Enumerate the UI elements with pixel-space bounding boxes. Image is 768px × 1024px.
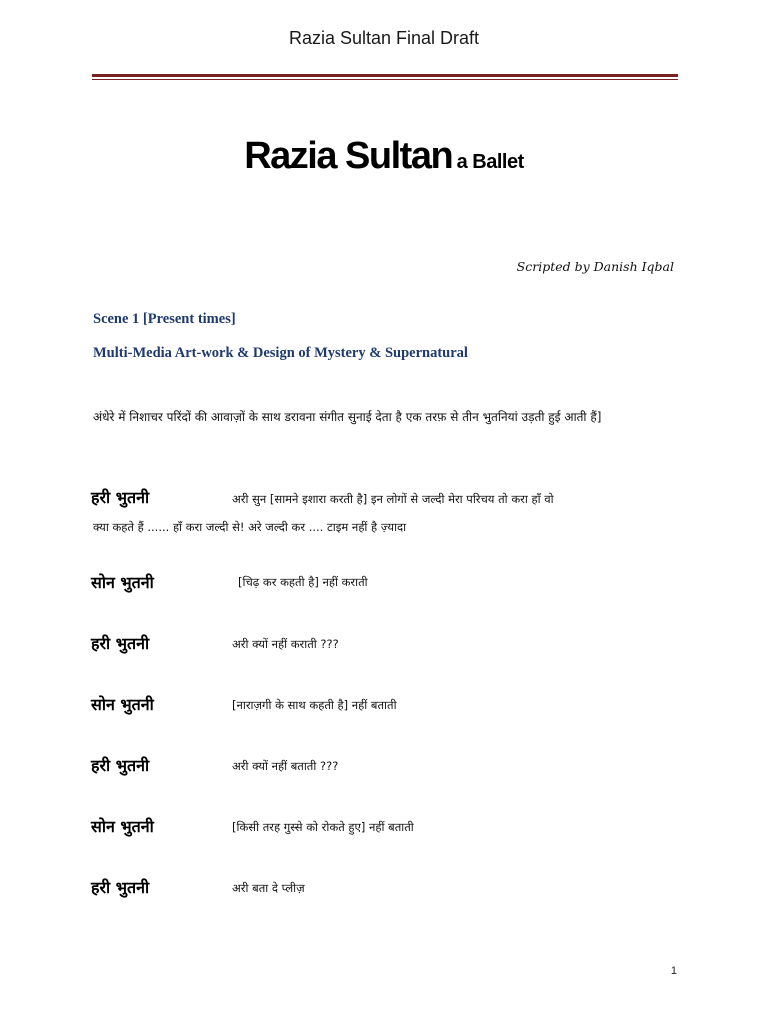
scene-subheading: Multi-Media Art-work & Design of Mystery & Supernatural: [93, 345, 468, 361]
dialog-line: क्या कहते हैं ...... हाँ करा जल्दी से! अरे जल्दी कर .... टाइम नहीं है ज़्यादा: [93, 520, 407, 534]
dialog-text: अरी क्यों नहीं कराती ???: [232, 637, 339, 651]
dialog-line: अरी सुन [सामने इशारा करती है] इन लोगों से जल्दी मेरा परिचय तो करा हाँ वो: [232, 492, 554, 506]
speaker-name: हरी भुतनी: [91, 488, 150, 507]
header-rule-thin: [92, 79, 678, 80]
dialog-text: [चिढ़ कर कहती है] नहीं कराती: [238, 575, 368, 589]
dialog-text: [नाराज़गी के साथ कहती है] नहीं बताती: [232, 698, 397, 712]
header-rule-thick: [92, 74, 678, 77]
dialog-text: [किसी तरह गुस्से को रोकते हुए] नहीं बताती: [232, 820, 414, 834]
page-header: Razia Sultan Final Draft: [288, 28, 480, 48]
speaker-name: सोन भुतनी: [91, 695, 154, 714]
speaker-name: हरी भुतनी: [91, 878, 150, 897]
page-number: 1: [670, 965, 677, 977]
speaker-name: सोन भुतनी: [91, 573, 154, 592]
author-credit: Scripted by Danish Iqbal: [516, 259, 674, 274]
speaker-name: सोन भुतनी: [91, 817, 154, 836]
document-title: [0, 135, 768, 178]
dialog-text: [93, 485, 665, 541]
title-main: Razia Sultan: [244, 135, 453, 177]
intro-paragraph: अंधेरे में निशाचर परिंदों की आवाज़ों के साथ डरावना संगीत सुनाई देता है एक तरफ़ से तीन भुतनियां उड़ती हुई आती हैं]: [93, 410, 602, 424]
speaker-name: हरी भुतनी: [91, 634, 150, 653]
speaker-name: हरी भुतनी: [91, 756, 150, 775]
dialog-text: अरी क्यों नहीं बताती ???: [232, 759, 339, 773]
scene-heading: Scene 1 [Present times]: [93, 311, 236, 327]
title-sub: a Ballet: [456, 151, 524, 173]
dialog-text: अरी बता दे प्लीज़: [232, 881, 305, 895]
